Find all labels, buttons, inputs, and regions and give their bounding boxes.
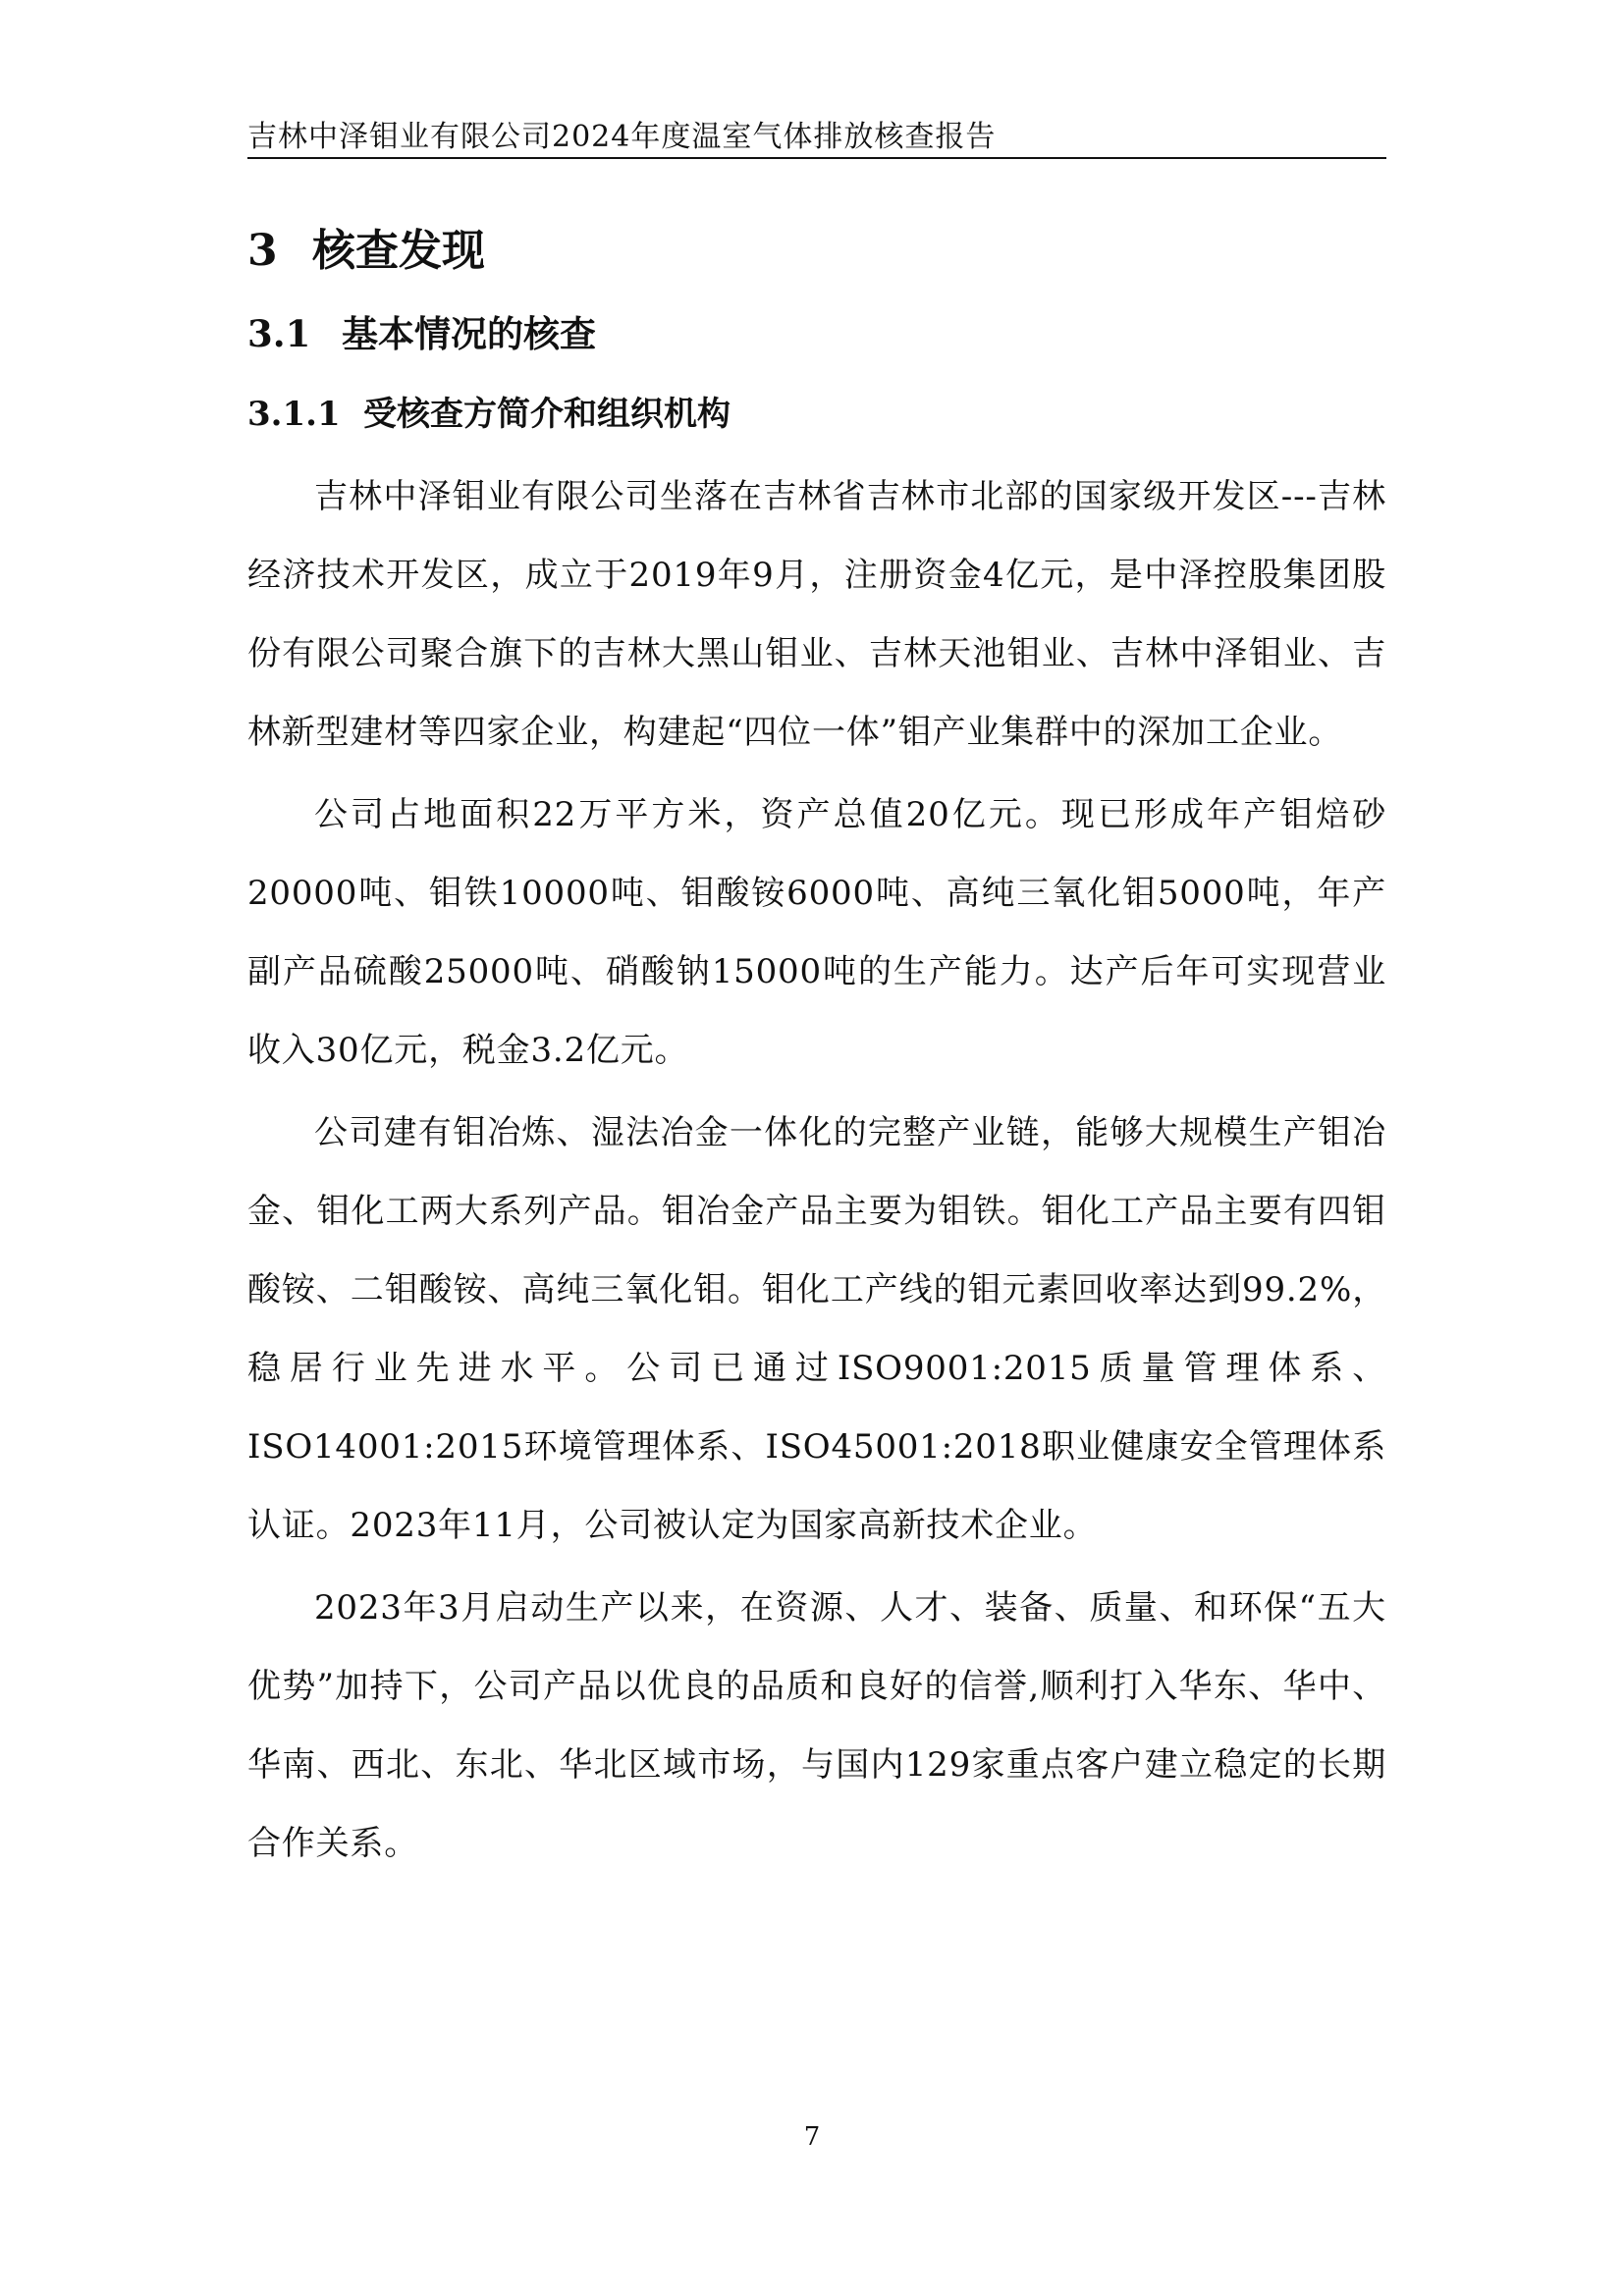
subsubsection-title: 受核查方简介和组织机构	[363, 395, 731, 434]
body-paragraph: 2023年3月启动生产以来，在资源、人才、装备、质量、和环保“五大优势”加持下，公司产品以优良的品质和良好的信誉,顺利打入华东、华中、华南、西北、东北、华北区域市场，与国内129家重点客户建立稳定的长期合作关系。	[247, 1588, 1386, 1863]
header-divider	[247, 157, 1386, 159]
subsubsection-number: 3.1.1	[247, 395, 341, 434]
subsection-heading	[247, 289, 1386, 379]
subsection-title: 基本情况的核查	[342, 312, 596, 355]
body-paragraph: 公司建有钼冶炼、湿法冶金一体化的完整产业链，能够大规模生产钼冶金、钼化工两大系列产品。钼冶金产品主要为钼铁。钼化工产品主要有四钼酸铵、二钼酸铵、高纯三氧化钼。钼化工产线的钼元素回收率达到99.2%，稳居行业先进水平。公司已通过ISO9001:2015质量管理体系、ISO14001:2015环境管理体系、ISO45001:2018职业健康安全管理体系认证。2023年11月，公司被认定为国家高新技术企业。	[247, 1113, 1386, 1545]
running-header: 吉林中泽钼业有限公司2024年度温室气体排放核查报告	[247, 120, 997, 154]
body-paragraph: 公司占地面积22万平方米，资产总值20亿元。现已形成年产钼焙砂20000吨、钼铁10000吨、钼酸铵6000吨、高纯三氧化钼5000吨，年产副产品硫酸25000吨、硝酸钠15000吨的生产能力。达产后年可实现营业收入30亿元，税金3.2亿元。	[247, 795, 1386, 1070]
subsubsection-heading	[247, 379, 1386, 450]
subsection-number: 3.1	[247, 312, 311, 355]
body-paragraph: 吉林中泽钼业有限公司坐落在吉林省吉林市北部的国家级开发区---吉林经济技术开发区，成立于2019年9月，注册资金4亿元，是中泽控股集团股份有限公司聚合旗下的吉林大黑山钼业、吉林天池钼业、吉林中泽钼业、吉林新型建材等四家企业，构建起“四位一体”钼产业集群中的深加工企业。	[247, 477, 1386, 752]
section-heading	[247, 214, 1386, 289]
page-number: 7	[803, 2122, 821, 2152]
page-content	[247, 214, 1386, 1887]
section-title: 核查发现	[312, 226, 485, 276]
section-number: 3	[247, 226, 278, 276]
